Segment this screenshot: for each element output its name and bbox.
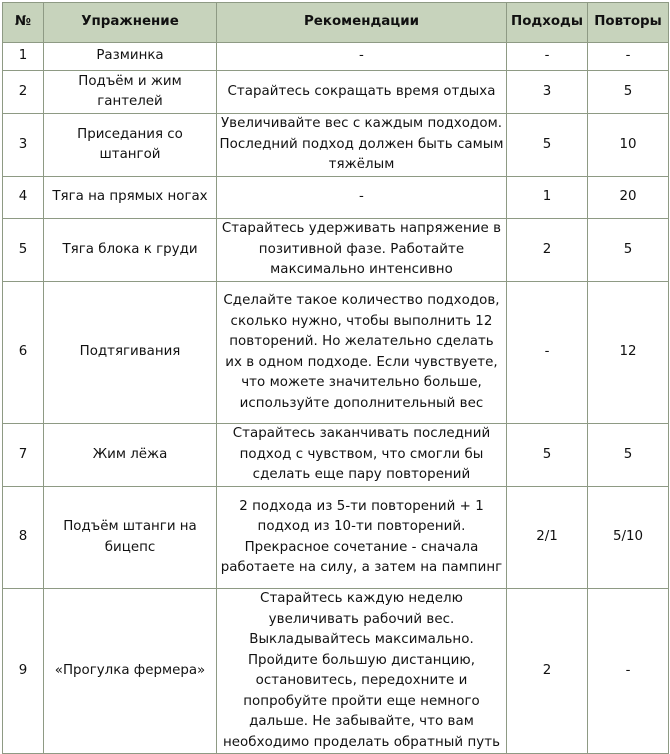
row-sets: 3 xyxy=(507,71,588,114)
table-row xyxy=(3,114,669,177)
row-num: 4 xyxy=(3,177,44,219)
row-exercise: Жим лёжа xyxy=(44,424,217,487)
row-sets: - xyxy=(507,43,588,71)
workout-table xyxy=(2,2,669,754)
row-num: 2 xyxy=(3,71,44,114)
row-sets: 2/1 xyxy=(507,487,588,589)
header-num: № xyxy=(3,3,44,43)
row-reps: 12 xyxy=(588,282,669,424)
header-recommendations: Рекомендации xyxy=(217,3,507,43)
row-recommendation: Сделайте такое количество подходов, сколько нужно, чтобы выполнить 12 повторений. Но желательно сделать их в одном подходе. Если чувствуете, что можете значительно больше, используйте дополнительный вес xyxy=(217,282,507,424)
row-recommendation: Старайтесь сокращать время отдыха xyxy=(217,71,507,114)
row-sets: - xyxy=(507,282,588,424)
row-num: 9 xyxy=(3,589,44,754)
row-sets: 5 xyxy=(507,114,588,177)
header-exercise: Упражнение xyxy=(44,3,217,43)
table-row xyxy=(3,589,669,754)
row-num: 7 xyxy=(3,424,44,487)
row-exercise: Подтягивания xyxy=(44,282,217,424)
row-recommendation: Старайтесь заканчивать последний подход с чувством, что смогли бы сделать еще пару повторений xyxy=(217,424,507,487)
row-reps: 5 xyxy=(588,71,669,114)
row-num: 8 xyxy=(3,487,44,589)
row-sets: 5 xyxy=(507,424,588,487)
table-row xyxy=(3,43,669,71)
row-exercise: «Прогулка фермера» xyxy=(44,589,217,754)
row-exercise: Тяга на прямых ногах xyxy=(44,177,217,219)
row-num: 3 xyxy=(3,114,44,177)
row-exercise: Приседания со штангой xyxy=(44,114,217,177)
header-reps: Повторы xyxy=(588,3,669,43)
table-row xyxy=(3,424,669,487)
row-reps: 5/10 xyxy=(588,487,669,589)
row-recommendation: - xyxy=(217,177,507,219)
table-row xyxy=(3,219,669,282)
row-num: 1 xyxy=(3,43,44,71)
row-reps: 5 xyxy=(588,424,669,487)
row-recommendation: Увеличивайте вес с каждым подходом. Последний подход должен быть самым тяжёлым xyxy=(217,114,507,177)
header-sets: Подходы xyxy=(507,3,588,43)
row-reps: 20 xyxy=(588,177,669,219)
table-row xyxy=(3,487,669,589)
row-num: 6 xyxy=(3,282,44,424)
row-sets: 2 xyxy=(507,589,588,754)
row-num: 5 xyxy=(3,219,44,282)
row-recommendation: Старайтесь каждую неделю увеличивать рабочий вес. Выкладывайтесь максимально. Пройдите большую дистанцию, остановитесь, передохните и попробуйте пройти еще немного дальше. Не забывайте, что вам необходимо проделать обратный путь xyxy=(217,589,507,754)
row-reps: 5 xyxy=(588,219,669,282)
row-recommendation: - xyxy=(217,43,507,71)
row-recommendation: 2 подхода из 5-ти повторений + 1 подход из 10-ти повторений. Прекрасное сочетание - сначала работаете на силу, а затем на пампинг xyxy=(217,487,507,589)
row-exercise: Тяга блока к груди xyxy=(44,219,217,282)
row-sets: 1 xyxy=(507,177,588,219)
table-row xyxy=(3,177,669,219)
row-exercise: Разминка xyxy=(44,43,217,71)
row-exercise: Подъём и жим гантелей xyxy=(44,71,217,114)
row-reps: 10 xyxy=(588,114,669,177)
row-reps: - xyxy=(588,589,669,754)
row-exercise: Подъём штанги на бицепс xyxy=(44,487,217,589)
row-sets: 2 xyxy=(507,219,588,282)
table-row xyxy=(3,282,669,424)
header-row xyxy=(3,3,669,43)
row-recommendation: Старайтесь удерживать напряжение в позитивной фазе. Работайте максимально интенсивно xyxy=(217,219,507,282)
table-row xyxy=(3,71,669,114)
row-reps: - xyxy=(588,43,669,71)
